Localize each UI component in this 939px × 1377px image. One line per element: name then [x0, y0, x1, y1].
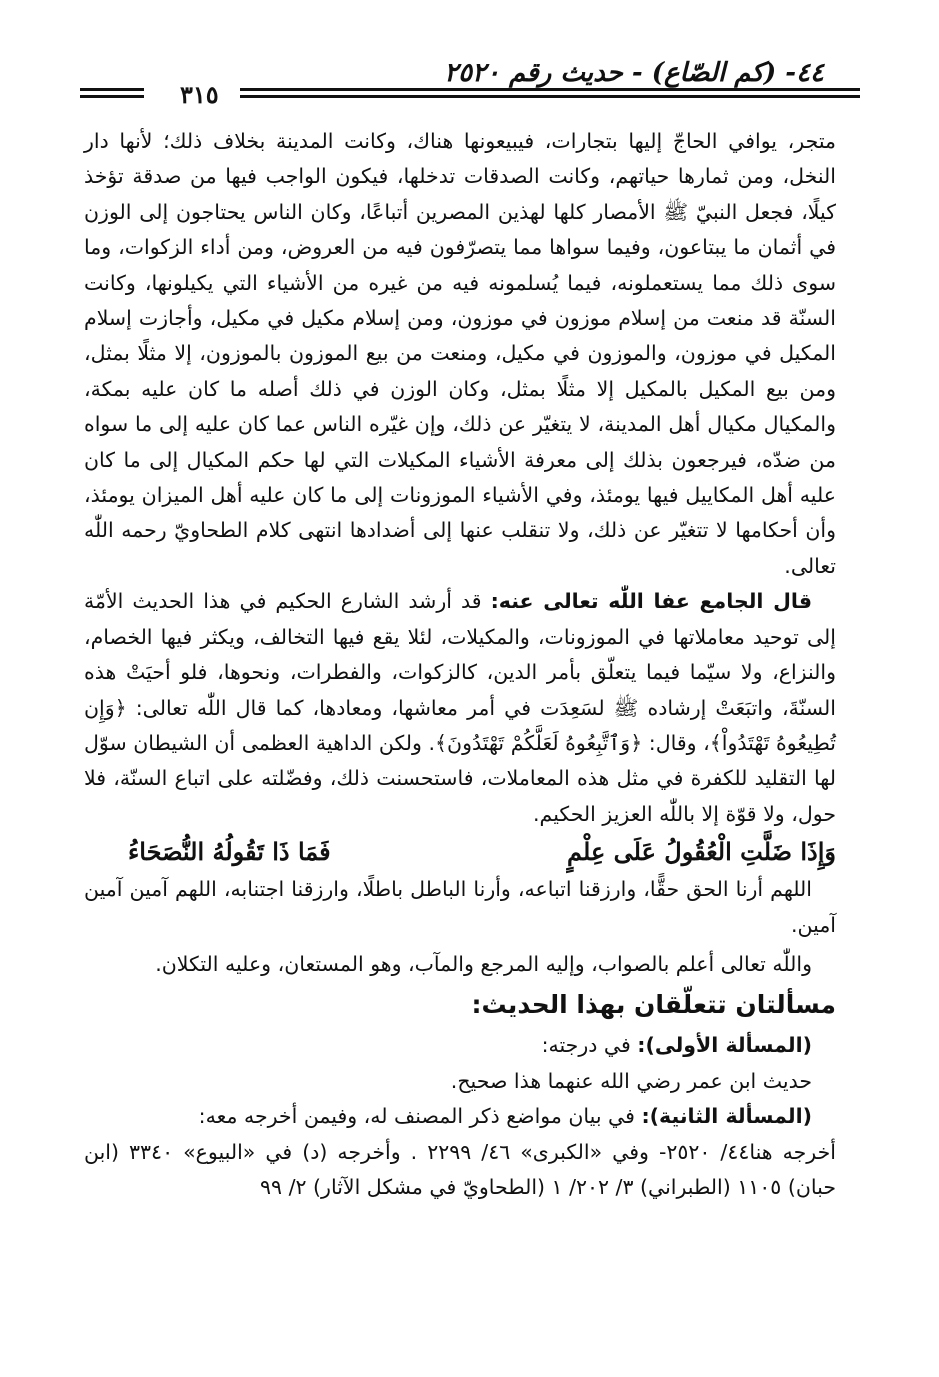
paragraph-tahawi-quote: متجر، يوافي الحاجّ إليها بتجارات، فيبيعونها هناك، وكانت المدينة بخلاف ذلك؛ لأنها دار النخل، ومن ثمارها حياتهم، وكانت الصدقات تدخلها، فيكون الواجب فيها من صدقة تؤخذ كيلًا، فجعل النبيّ ﷺ الأمصار كلها لهذين المصرين أتباعًا، وكان الناس يحتاجون إلى الوزن في أثمان ما يبتاعون، وفيما سواها مما يتصرّفون فيه من العروض، ومن أداء الزكوات، وما سوى ذلك مما يستعملونه، فيما يُسلمونه فيه من غيره من الأشياء التي يكيلونها، وكانت السنّة قد منعت من إسلام موزون في موزون، ومن إسلام مكيل في مكيل، وأجازت إسلام المكيل في موزون، والموزون في مكيل، ومنعت من بيع الموزون بالموزون، إلا مثلًا بمثل، ومن بيع المكيل بالمكيل إلا مثلًا بمثل، وكان الوزن في ذلك أصله ما كان عليه بمكة، والمكيال مكيال أهل المدينة، لا يتغيّر عن ذلك، وإن غيّره الناس عما كان عليه إلى ما سواه من ضدّه، فيرجعون بذلك إلى معرفة الأشياء المكيلات التي لها حكم المكيال إلى ما كان عليه أهل المكاييل فيها يومئذ، وفي الأشياء الموزونات إلى ما كان عليه أهل الميزان يومئذ، وأن أحكامها لا تتغيّر عن ذلك، ولا تنقلب عنها إلى أضدادها انتهى كلام الطحاويّ رحمه اللّٰه تعالى.	[84, 129, 836, 578]
question-one-body: حديث ابن عمر رضي الله عنهما هذا صحيح.	[450, 1068, 812, 1093]
question-one-text: في درجته:	[541, 1033, 638, 1058]
poem-verse	[84, 832, 836, 872]
header-rule	[240, 95, 860, 98]
body-text	[84, 124, 836, 1205]
header-rule	[240, 88, 860, 91]
header-rule	[80, 88, 144, 91]
compiler-text: قد أرشد الشارع الحكيم في هذا الحديث الأمّة إلى توحيد معاملاتها في الموزونات، والمكيلات، لئلا يقع فيها التخالف، ويكثر فيها الخصام، والنزاع، ولا سيّما فيما يتعلّق بأمر الدين، كالزكوات، والفطرات، ونحوها، فلو أحيَتْ هذه السنّةَ، واتبَعَتْ إرشاده ﷺ لسَعِدَت في أمر معاشها، ومعادها، كما قال اللّٰه تعالى: ﴿وَإِن تُطِيعُوهُ تَهْتَدُواْ﴾، وقال: ﴿وَٱتَّبِعُوهُ لَعَلَّكُمْ تَهْتَدُونَ﴾. ولكن الداهية العظمى أن الشيطان سوّل لها التقليد للكفرة في مثل هذه المعاملات، فاستحسنت ذلك، وفضّلته على اتباع السنّة، فلا حول، ولا قوّة إلا باللّٰه العزيز الحكيم.	[84, 589, 836, 826]
question-two-label: (المسألة الثانية):	[641, 1104, 812, 1129]
question-two-body: أخرجه هنا٤٤/ ٢٥٢٠- وفي «الكبرى» ٤٦/ ٢٢٩٩ . وأخرجه (د) في «البيوع» ٣٣٤٠ (ابن حبان) ١١٠٥ (الطبراني) ٣/ ٢٠٢/ ١ (الطحاويّ في مشكل الآثار) ٢/ ٩٩	[84, 1139, 836, 1199]
running-title: ٤٤- (كم الصّاع) - حديث رقم ٢٥٢٠	[444, 58, 824, 88]
compiler-lead: قال الجامع عفا اللّٰه تعالى عنه:	[490, 589, 813, 614]
paragraph-closing: واللّٰه تعالى أعلم بالصواب، وإليه المرجع والمآب، وهو المستعان، وعليه التكلان.	[155, 951, 812, 976]
paragraph-compiler-note	[84, 584, 836, 832]
page-number: ٣١٥	[180, 80, 219, 109]
page-header	[80, 58, 860, 114]
question-one-label: (المسألة الأولى):	[637, 1033, 812, 1058]
poem-second-hemistich: فَمَا ذَا تَقُولُهُ النُّصَحَاءُ	[128, 837, 331, 867]
question-two-text: في بيان مواضع ذكر المصنف له، وفيمن أخرجه معه:	[198, 1104, 642, 1129]
question-one	[84, 1028, 836, 1063]
paragraph-supplication: اللهم أرنا الحق حقًّا، وارزقنا اتباعه، وأرنا الباطل باطلًا، وارزقنا اجتنابه، اللهم آمين آمين آمين.	[84, 877, 836, 937]
question-two	[84, 1099, 836, 1134]
section-heading: مسألتان تتعلّقان بهذا الحديث:	[471, 990, 836, 1020]
header-rule	[80, 95, 144, 98]
poem-first-hemistich: وَإِذَا ضَلَّتِ الْعُقُولُ عَلَى عِلْمٍ	[567, 837, 836, 867]
